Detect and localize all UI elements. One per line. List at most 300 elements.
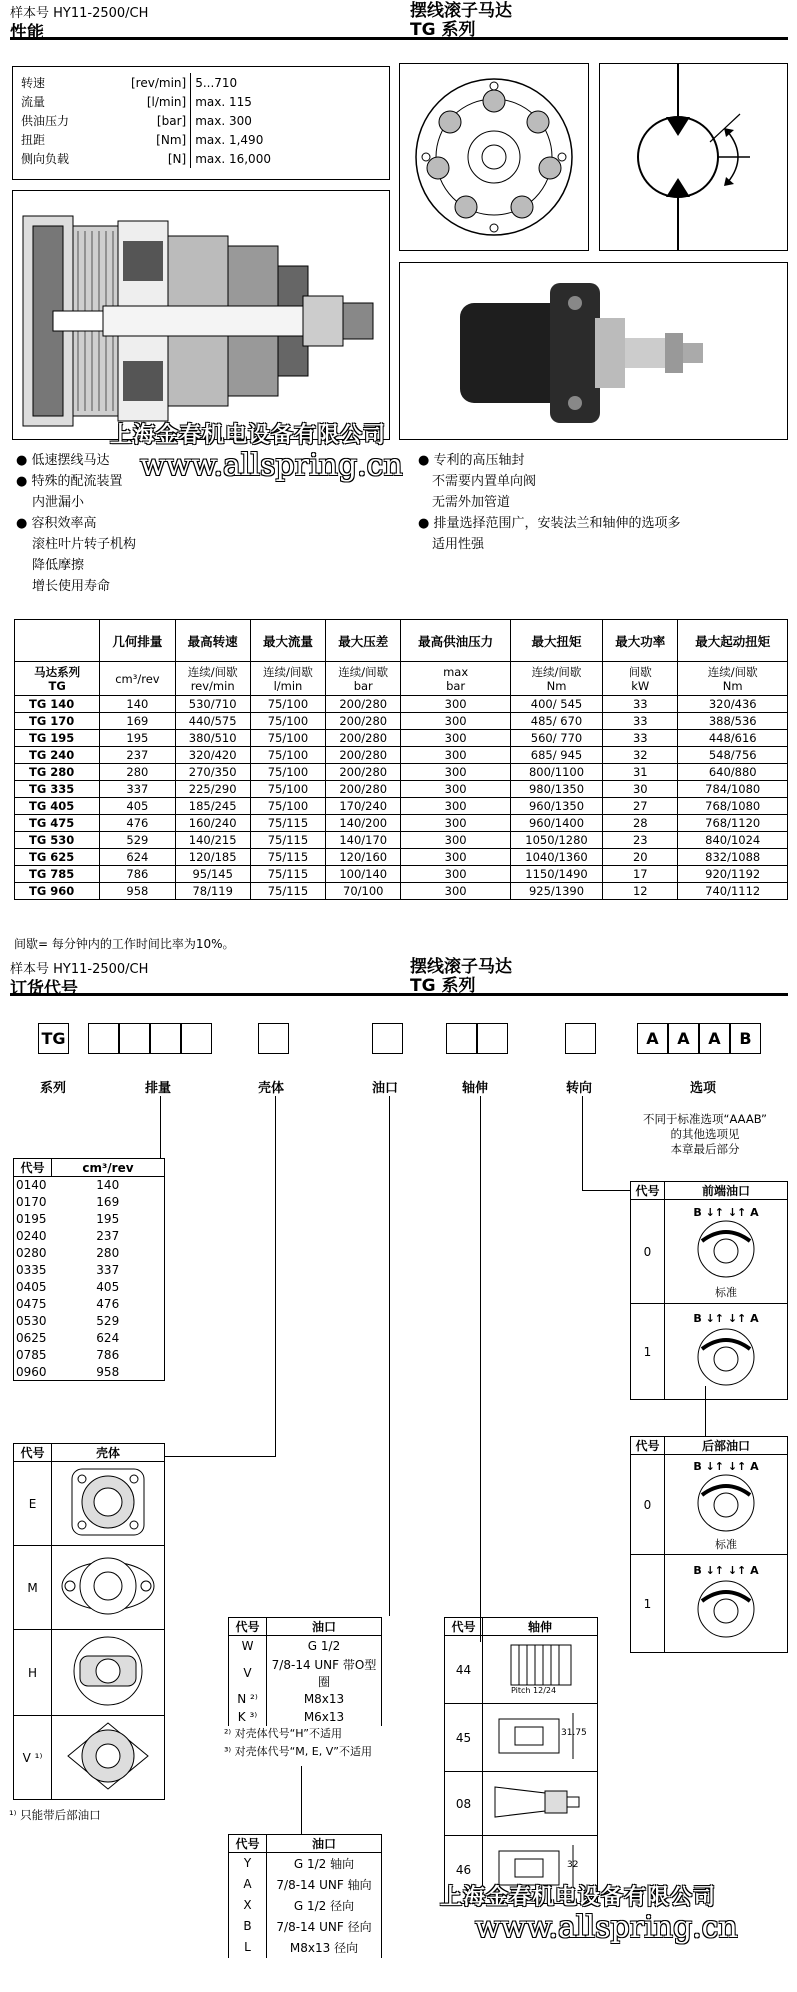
motor-model: TG 530 (15, 832, 100, 849)
table-cell: 70/100 (326, 883, 401, 900)
table-cell: 140/215 (175, 832, 250, 849)
disp-value: 958 (96, 1364, 120, 1379)
rear-port-code: 0 (631, 1455, 665, 1555)
spec-label: 供油压力 (21, 114, 70, 128)
table-row (14, 1245, 165, 1262)
unit-cell (250, 662, 325, 696)
table-row (14, 1262, 165, 1279)
spec-unit: [bar] (156, 113, 187, 128)
table-cell: 685/ 945 (510, 747, 602, 764)
unit-line: l/min (273, 678, 303, 693)
table-cell: 960/1350 (510, 798, 602, 815)
table-cell: 786 (100, 866, 175, 883)
port-table (228, 1617, 382, 1726)
table-row (15, 815, 788, 832)
table-cell: 768/1120 (678, 815, 788, 832)
table-cell: 75/100 (250, 730, 325, 747)
table-row (14, 1177, 165, 1194)
port-code: N ²⁾ (229, 1690, 267, 1708)
code-box-displacement (150, 1023, 181, 1054)
motor-model: TG 195 (15, 730, 100, 747)
table-cell: 300 (401, 883, 511, 900)
table-cell: 320/420 (175, 747, 250, 764)
spec-label: 侧向负载 (21, 152, 70, 166)
table-header: 最大起动扭矩 (678, 620, 788, 662)
rear-port-1-icon (666, 1577, 786, 1643)
table-cell: 925/1390 (510, 883, 602, 900)
motor-model: TG 335 (15, 781, 100, 798)
unit-line: bar (446, 678, 466, 693)
unit-line: 连续/间歇 (187, 664, 238, 679)
table-cell: 337 (100, 781, 175, 798)
connector-line (275, 1096, 276, 1456)
code-box-displacement (181, 1023, 212, 1054)
label-port: 油口 (372, 1081, 399, 1096)
table-row (15, 713, 788, 730)
port-code: K ³⁾ (229, 1708, 267, 1726)
displacement-code-table (13, 1158, 165, 1381)
sample-number: 样本号 HY11-2500/CH (10, 962, 149, 977)
table-cell: 195 (100, 730, 175, 747)
spec-label: 扭距 (21, 133, 46, 147)
spec-value: max. 1,490 (191, 130, 385, 149)
table-cell: 33 (603, 713, 678, 730)
port2-table (228, 1834, 382, 1958)
table-cell: 75/100 (250, 696, 325, 713)
motor-model: TG 785 (15, 866, 100, 883)
rear-port-table (630, 1436, 788, 1653)
table-cell: 75/115 (250, 849, 325, 866)
table-row (229, 1916, 382, 1937)
feature-item: ● 专利的高压轴封 (418, 453, 525, 468)
table-cell: 75/115 (250, 866, 325, 883)
table-cell: 270/350 (175, 764, 250, 781)
port-code: X (229, 1895, 267, 1916)
spec-unit: [Nm] (156, 132, 187, 147)
table-cell: 448/616 (678, 730, 788, 747)
code-box-option: B (730, 1023, 761, 1054)
connector-line (582, 1190, 630, 1191)
port-code-table (224, 1617, 382, 1758)
disp-code: 0170 (16, 1195, 47, 1209)
port-desc: 7/8-14 UNF 轴向 (267, 1874, 382, 1895)
housing-code: V ¹⁾ (14, 1716, 52, 1800)
port-direction-label: B ↓↑ ↓↑ A (693, 1206, 759, 1219)
spec-unit: [rev/min] (131, 75, 187, 90)
feature-item: 降低摩擦 (32, 558, 85, 573)
table-row (15, 849, 788, 866)
table-cell: 840/1024 (678, 832, 788, 849)
table-cell: 300 (401, 832, 511, 849)
disp-value: 624 (96, 1331, 120, 1345)
col-code: 代号 (229, 1618, 267, 1636)
features-left (16, 450, 136, 597)
unit-cell (175, 662, 250, 696)
disp-code: 0195 (16, 1212, 47, 1226)
table-cell: 75/115 (250, 883, 325, 900)
table-cell: 624 (100, 849, 175, 866)
col-code: 代号 (631, 1437, 665, 1455)
table-cell: 28 (603, 815, 678, 832)
unit-line: kW (631, 678, 650, 693)
table-cell: 300 (401, 730, 511, 747)
table-row (14, 1364, 165, 1381)
port-desc: M8x13 (267, 1690, 382, 1708)
col-rear-port: 后部油口 (665, 1437, 788, 1455)
table-cell: 31 (603, 764, 678, 781)
housing-m-icon (58, 1547, 158, 1625)
table-row (14, 1279, 165, 1296)
port-code: W (229, 1636, 267, 1656)
unit-line: 马达系列 (34, 664, 81, 679)
shaft-code: 45 (445, 1704, 483, 1772)
shaft-table (444, 1617, 598, 1904)
port2-code-table (228, 1834, 382, 1958)
table-row (14, 1296, 165, 1313)
table-cell: 280 (100, 764, 175, 781)
table-cell: 140 (100, 696, 175, 713)
table-cell: 960/1400 (510, 815, 602, 832)
table-row (229, 1708, 382, 1726)
spec-unit: [N] (167, 151, 187, 166)
port-desc: 7/8-14 UNF 带O型圈 (267, 1656, 382, 1690)
table-cell: 100/140 (326, 866, 401, 883)
table-cell: 300 (401, 798, 511, 815)
table-cell: 200/280 (326, 696, 401, 713)
table-row (14, 1194, 165, 1211)
unit-line: Nm (722, 678, 743, 693)
connector-line (582, 1096, 583, 1190)
unit-line: 连续/间歇 (263, 664, 313, 679)
table-row (229, 1874, 382, 1895)
table-cell: 75/100 (250, 798, 325, 815)
spec-value: 5...710 (191, 73, 385, 92)
feature-item: ● 低速摆线马达 (16, 453, 110, 468)
connector-line (301, 1766, 302, 1834)
disp-code: 0625 (16, 1331, 47, 1345)
disp-code: 0140 (16, 1178, 47, 1193)
port-code: L (229, 1937, 267, 1958)
code-box-series: TG (38, 1023, 69, 1054)
spec-row (17, 73, 385, 92)
table-cell: 548/756 (678, 747, 788, 764)
motor-model: TG 240 (15, 747, 100, 764)
options-note (620, 1112, 790, 1157)
table-cell: 185/245 (175, 798, 250, 815)
unit-line: bar (353, 678, 373, 693)
table-cell: 980/1350 (510, 781, 602, 798)
col-cm3: cm³/rev (52, 1159, 165, 1177)
motor-model: TG 280 (15, 764, 100, 781)
table-cell: 300 (401, 696, 511, 713)
disp-code: 0240 (16, 1229, 47, 1243)
table-cell: 200/280 (326, 781, 401, 798)
housing-code-table (9, 1443, 165, 1822)
label-option: 选项 (690, 1081, 717, 1096)
cross-section-figure (12, 190, 390, 440)
col-code: 代号 (631, 1182, 665, 1200)
motor-photo (399, 262, 788, 440)
table-row (15, 883, 788, 900)
unit-line: 连续/间歇 (707, 664, 758, 679)
port-code: B (229, 1916, 267, 1937)
port-code: A (229, 1874, 267, 1895)
watermark-url: www.allspring.cn (140, 448, 403, 483)
table-cell: 75/100 (250, 747, 325, 764)
series-title: 摆线滚子马达 (410, 1, 512, 21)
table-cell: 1040/1360 (510, 849, 602, 866)
front-port-code: 1 (631, 1304, 665, 1400)
features-right (418, 450, 681, 555)
table-cell: 300 (401, 815, 511, 832)
connector-line (165, 1456, 276, 1457)
table-cell: 320/436 (678, 696, 788, 713)
code-box-rotation (565, 1023, 596, 1054)
connector-line (160, 1096, 161, 1158)
port-desc: M6x13 (267, 1708, 382, 1726)
spec-label: 转速 (21, 76, 46, 90)
table-cell: 33 (603, 730, 678, 747)
unit-cell (401, 662, 511, 696)
spec-unit: [l/min] (146, 94, 187, 109)
table-row (14, 1313, 165, 1330)
standard-label: 标准 (715, 1286, 737, 1299)
table-cell: 405 (100, 798, 175, 815)
table-cell: 485/ 670 (510, 713, 602, 730)
series-name: TG 系列 (410, 20, 476, 40)
col-front-port: 前端油口 (665, 1182, 788, 1200)
port-footnote: ³⁾ 对壳体代号“M, E, V”不适用 (224, 1745, 372, 1758)
options-note-line: 的其他选项见 (670, 1127, 740, 1141)
port-code: Y (229, 1853, 267, 1874)
table-cell: 95/145 (175, 866, 250, 883)
port-direction-label: B ↓↑ ↓↑ A (693, 1460, 759, 1473)
disp-value: 280 (96, 1246, 120, 1260)
table-cell: 529 (100, 832, 175, 849)
watermark-company: 上海金春机电设备有限公司 (110, 422, 387, 448)
housing-table (13, 1443, 165, 1800)
disp-value: 169 (96, 1195, 120, 1209)
table-row (229, 1895, 382, 1916)
code-box-option: A (699, 1023, 730, 1054)
table-header: 最高供油压力 (401, 620, 511, 662)
section-title: 性能 (10, 23, 44, 43)
front-port-code-table (630, 1181, 788, 1400)
unit-cell (15, 662, 100, 696)
table-cell: 200/280 (326, 764, 401, 781)
shaft-code: 08 (445, 1772, 483, 1836)
motor-model: TG 170 (15, 713, 100, 730)
spec-box (12, 66, 390, 180)
table-cell: 169 (100, 713, 175, 730)
table-cell: 120/160 (326, 849, 401, 866)
shaft-code-table (444, 1617, 598, 1904)
col-code: 代号 (14, 1444, 52, 1462)
shaft-46-dimension: 32 (567, 1860, 579, 1870)
port-footnote: ²⁾ 对壳体代号“H”不适用 (224, 1727, 342, 1740)
code-box-displacement (88, 1023, 119, 1054)
table-cell: 33 (603, 696, 678, 713)
table-cell: 237 (100, 747, 175, 764)
table-cell: 75/100 (250, 781, 325, 798)
performance-table (14, 619, 788, 900)
col-code: 代号 (445, 1618, 483, 1636)
port-footnotes (224, 1725, 372, 1761)
options-note-line: 不同于标准选项“AAAB” (643, 1112, 767, 1126)
unit-cell (678, 662, 788, 696)
housing-e-icon (58, 1463, 158, 1541)
table-cell: 400/ 545 (510, 696, 602, 713)
table-cell: 560/ 770 (510, 730, 602, 747)
series-title: 摆线滚子马达 (410, 957, 512, 977)
col-port: 油口 (267, 1835, 382, 1853)
table-cell: 388/536 (678, 713, 788, 730)
footnote-intermittent: 间歇= 每分钟内的工作时间比率为10%。 (14, 937, 235, 951)
standard-label: 标准 (715, 1538, 737, 1551)
unit-line: 连续/间歇 (338, 664, 389, 679)
table-cell: 440/575 (175, 713, 250, 730)
table-cell: 800/1100 (510, 764, 602, 781)
code-box-shaft (477, 1023, 508, 1054)
table-header: 最大流量 (250, 620, 325, 662)
code-box-port (372, 1023, 403, 1054)
table-cell: 17 (603, 866, 678, 883)
table-cell: 300 (401, 866, 511, 883)
disp-code: 0785 (16, 1348, 47, 1362)
front-port-0-icon (666, 1219, 786, 1281)
label-housing: 壳体 (258, 1081, 285, 1096)
shaft-code: 44 (445, 1636, 483, 1704)
table-row (15, 781, 788, 798)
table-cell: 78/119 (175, 883, 250, 900)
sample-number: 样本号 HY11-2500/CH (10, 6, 149, 21)
spec-table (17, 73, 385, 168)
table-cell: 300 (401, 849, 511, 866)
feature-item: ● 排量选择范围广，安装法兰和轴伸的选项多 (418, 516, 681, 531)
rear-port-code: 1 (631, 1555, 665, 1653)
port-desc: 7/8-14 UNF 径向 (267, 1916, 382, 1937)
table-cell: 225/290 (175, 781, 250, 798)
disp-value: 405 (96, 1280, 120, 1294)
feature-item: 增长使用寿命 (32, 579, 111, 594)
table-row (14, 1211, 165, 1228)
table-cell: 23 (603, 832, 678, 849)
unit-line: cm³/rev (115, 671, 160, 686)
rotor-figure (399, 63, 589, 251)
table-row (15, 747, 788, 764)
table-row (15, 832, 788, 849)
options-note-line: 本章最后部分 (670, 1142, 740, 1156)
table-cell: 75/115 (250, 832, 325, 849)
rear-port-code-table (630, 1436, 788, 1653)
spec-value: max. 16,000 (191, 149, 385, 168)
code-box-displacement (119, 1023, 150, 1054)
table-header (15, 620, 100, 662)
table-cell: 20 (603, 849, 678, 866)
gerotor-drawing (400, 64, 588, 250)
disp-code: 0280 (16, 1246, 47, 1260)
unit-line: 间歇 (628, 664, 652, 679)
label-series: 系列 (40, 1081, 67, 1096)
motor-model: TG 140 (15, 696, 100, 713)
disp-value: 476 (96, 1297, 120, 1311)
motor-photo-drawing (400, 263, 787, 439)
table-row (14, 1228, 165, 1245)
table-cell: 768/1080 (678, 798, 788, 815)
col-shaft: 轴伸 (483, 1618, 598, 1636)
watermark-url: www.allspring.cn (475, 1910, 738, 1945)
shaft-45-dimension: 31.75 (561, 1728, 587, 1738)
table-cell: 30 (603, 781, 678, 798)
port-direction-label: B ↓↑ ↓↑ A (693, 1312, 759, 1325)
motor-model: TG 475 (15, 815, 100, 832)
spec-row (17, 130, 385, 149)
table-cell: 75/100 (250, 764, 325, 781)
front-port-table (630, 1181, 788, 1400)
spec-value: max. 115 (191, 92, 385, 111)
feature-item: 适用性强 (432, 537, 485, 552)
displacement-table (13, 1158, 165, 1381)
disp-value: 786 (96, 1348, 120, 1362)
table-row (14, 1330, 165, 1347)
motor-symbol-icon (600, 64, 787, 250)
hydraulic-symbol-figure (599, 63, 788, 251)
table-cell: 160/240 (175, 815, 250, 832)
connector-line (480, 1096, 481, 1642)
table-row (229, 1937, 382, 1958)
table-header: 最大压差 (326, 620, 401, 662)
shaft-code: 46 (445, 1836, 483, 1904)
page-header-order (10, 957, 788, 999)
disp-value: 237 (96, 1229, 120, 1243)
label-displacement: 排量 (145, 1081, 172, 1096)
table-row (15, 866, 788, 883)
spec-label: 流量 (21, 95, 46, 109)
col-code: 代号 (229, 1835, 267, 1853)
unit-line: TG (48, 678, 66, 693)
feature-item: 无需外加管道 (432, 495, 511, 510)
unit-cell (100, 662, 175, 696)
table-cell: 300 (401, 713, 511, 730)
table-cell: 75/100 (250, 713, 325, 730)
table-header: 最高转速 (175, 620, 250, 662)
code-box-option: A (668, 1023, 699, 1054)
table-header: 几何排量 (100, 620, 175, 662)
table-row (15, 764, 788, 781)
section-title: 订货代号 (10, 979, 78, 999)
col-housing: 壳体 (52, 1444, 165, 1462)
unit-cell (603, 662, 678, 696)
table-cell: 920/1192 (678, 866, 788, 883)
disp-value: 140 (96, 1178, 120, 1193)
table-row (15, 730, 788, 747)
label-shaft: 轴伸 (462, 1081, 489, 1096)
table-cell: 140/170 (326, 832, 401, 849)
feature-item: ● 特殊的配流装置 (16, 474, 123, 489)
unit-cell (326, 662, 401, 696)
feature-item: 内泄漏小 (32, 495, 85, 510)
table-cell: 1150/1490 (510, 866, 602, 883)
table-row (229, 1690, 382, 1708)
port-desc: G 1/2 (267, 1636, 382, 1656)
table-cell: 120/185 (175, 849, 250, 866)
port-desc: M8x13 径向 (267, 1937, 382, 1958)
col-code: 代号 (14, 1159, 52, 1177)
disp-value: 529 (96, 1314, 120, 1328)
table-cell: 200/280 (326, 747, 401, 764)
disp-code: 0335 (16, 1263, 47, 1277)
spec-value: max. 300 (191, 111, 385, 130)
